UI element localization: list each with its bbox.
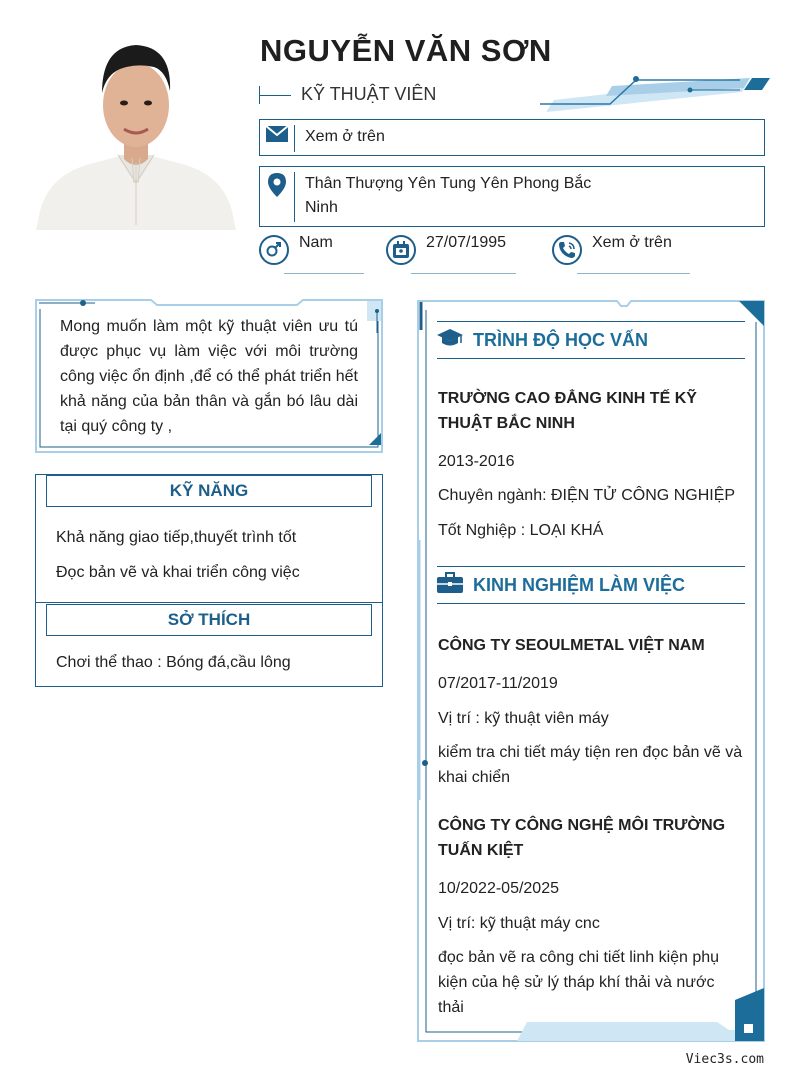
gender-underline (284, 273, 364, 274)
calendar-icon (386, 235, 416, 265)
education-school: TRƯỜNG CAO ĐẲNG KINH TẾ KỸ THUẬT BẮC NINH (438, 390, 697, 432)
job-position: Vị trí: kỹ thuật máy cnc (438, 915, 600, 932)
job-period: 10/2022-05/2025 (438, 880, 559, 897)
job-title: KỸ THUẬT VIÊN (301, 84, 437, 104)
phone-value: Xem ở trên (592, 234, 672, 251)
job-description: kiểm tra chi tiết máy tiện ren đọc bản vẽ và khai chiển (438, 744, 743, 786)
job-position: Vị trí : kỹ thuật viên máy (438, 710, 609, 727)
education-period: 2013-2016 (438, 453, 515, 470)
skill-item: Khả năng giao tiếp,thuyết trình tốt (56, 529, 297, 546)
hobby-item: Chơi thể thao : Bóng đá,cầu lông (56, 654, 291, 671)
email-value: Xem ở trên (305, 128, 385, 145)
skills-title: KỸ NĂNG (46, 475, 372, 507)
email-row (259, 119, 765, 156)
career-objective: Mong muốn làm một kỹ thuật viên ưu tú được phục vụ làm việc với môi trường công việc ổn định ,để có thể phát triển hết khả năng của bản thân và gắn bó lâu dài tại quý công ty , (60, 318, 358, 435)
profile-photo (36, 33, 236, 230)
education-header (437, 321, 745, 359)
hobbies-title: SỞ THÍCH (46, 604, 372, 636)
experience-title: KINH NGHIỆM LÀM VIỆC (473, 574, 686, 595)
job-description: đọc bản vẽ ra công chi tiết linh kiện phụ kiện của hệ sử lý tháp khí thải và nước thải (438, 949, 720, 1016)
job-company: CÔNG TY SEOULMETAL VIỆT NAM (438, 637, 705, 654)
birthday-underline (411, 273, 516, 274)
gender-field (259, 235, 333, 265)
education-major: Chuyên ngành: ĐIỆN TỬ CÔNG NGHIỆP (438, 487, 736, 504)
birthday-field (386, 235, 506, 265)
skill-item: Đọc bản vẽ và khai triển công việc (56, 564, 300, 581)
job-company: CÔNG TY CÔNG NGHỆ MÔI TRƯỜNG TUẤN KIỆT (438, 817, 726, 859)
education-title: TRÌNH ĐỘ HỌC VẤN (473, 329, 648, 350)
job-period: 07/2017-11/2019 (438, 675, 558, 692)
experience-header (437, 566, 745, 604)
location-pin-icon (260, 167, 294, 197)
footer-brand: Viec3s.com (685, 1052, 764, 1067)
graduation-cap-icon (437, 327, 463, 354)
education-grade: Tốt Nghiệp : LOẠI KHÁ (438, 522, 604, 539)
phone-field (552, 235, 672, 265)
circuit-decoration (540, 74, 770, 117)
gender-value: Nam (299, 234, 333, 251)
birthday-value: 27/07/1995 (426, 234, 507, 251)
gender-icon (259, 235, 289, 265)
title-line-decoration (259, 95, 291, 96)
section-divider (35, 602, 383, 603)
phone-underline (577, 273, 690, 274)
address-value: Thân Thượng Yên Tung Yên Phong Bắc Ninh (305, 175, 592, 216)
envelope-icon (260, 120, 294, 142)
candidate-name: NGUYỄN VĂN SƠN (260, 33, 552, 68)
phone-icon (552, 235, 582, 265)
briefcase-icon (437, 572, 463, 599)
address-row (259, 166, 765, 227)
